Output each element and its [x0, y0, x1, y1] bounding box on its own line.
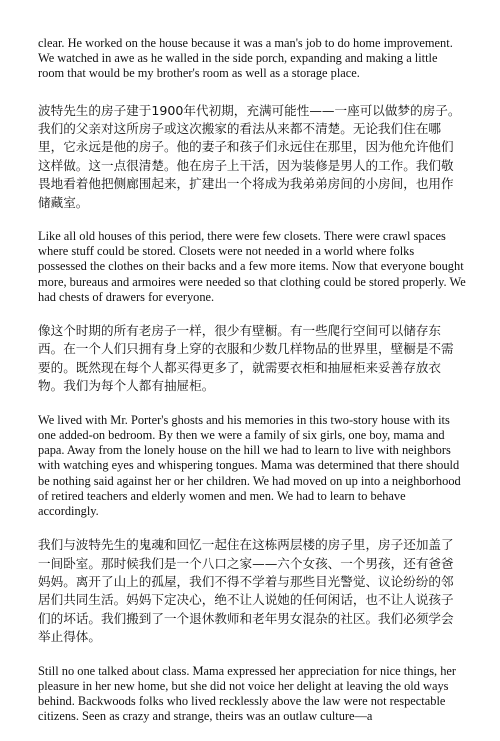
paragraph-chinese-3: 我们与波特先生的鬼魂和回忆一起住在这栋两层楼的房子里，房子还加盖了一间卧室。那时候我们是一个八口之家——六个女孩、一个男孩，还有爸爸妈妈。离开了山上的孤屋，我们不得不学着与那些目光警觉、议论纷纷的邻居们共同生活。妈妈下定决心，绝不让人说她的任何闲话，也不让人说孩子们的坏话。我们搬到了一个退休教师和老年男女混杂的社区。我们必须学会举止得体。 [38, 537, 454, 645]
paragraph-chinese-2: 像这个时期的所有老房子一样，很少有壁橱。有一些爬行空间可以储存东西。在一个人们只拥有身上穿的衣服和少数几样物品的世界里，壁橱是不需要的。既然现在每个人都买得更多了，就需要衣柜和抽屉柜来妥善存放衣物。我们为每个人都有抽屉柜。 [38, 323, 454, 394]
paragraph-english-1: clear. He worked on the house because it was a man's job to do home improvement. We watched in awe as he walled in the side porch, expanding and making a little room that would be my brother's room as well as a storage place. [38, 36, 453, 81]
document-page [38, 36, 466, 741]
paragraph-chinese-1: 波特先生的房子建于1900年代初期，充满可能性——一座可以做梦的房子。我们的父亲对这所房子或这次搬家的看法从来都不清楚。无论我们住在哪里，它永远是他的房子。他的妻子和孩子们永远住在那里，因为他允许他们这样做。这一点很清楚。他在房子上干活，因为装修是男人的工作。我们敬畏地看着他把侧廊围起来，扩建出一个将成为我弟弟房间的小房间，也用作储藏室。 [38, 102, 461, 210]
paragraph-english-3: We lived with Mr. Porter's ghosts and his memories in this two-story house with its one added-on bedroom. By then we were a family of six girls, one boy, mama and papa. Away from the lonely house on the hill we had to learn to live with neighbors with watching eyes and whispering tongues. Mama was determined that there should be nothing said against her or her children. We had moved on up into a neighborhood of retired teachers and elderly women and men. We had to learn to behave accordingly. [38, 412, 461, 518]
paragraph-english-4: Still no one talked about class. Mama expressed her appreciation for nice things, her pleasure in her new home, but she did not voice her delight at leaving the old ways behind. Backwoods folks who lived recklessly above the law were not respectable citizens. Seen as crazy and strange, theirs was an outlaw culture—a [38, 663, 457, 724]
paragraph-english-2: Like all old houses of this period, there were few closets. There were crawl spaces where stuff could be stored. Closets were not needed in a world where folks possessed the clothes on their backs and a few more items. Now that everyone bought more, bureaus and armoires were needed so that clothing could be stored properly. We had chests of drawers for everyone. [38, 229, 466, 304]
